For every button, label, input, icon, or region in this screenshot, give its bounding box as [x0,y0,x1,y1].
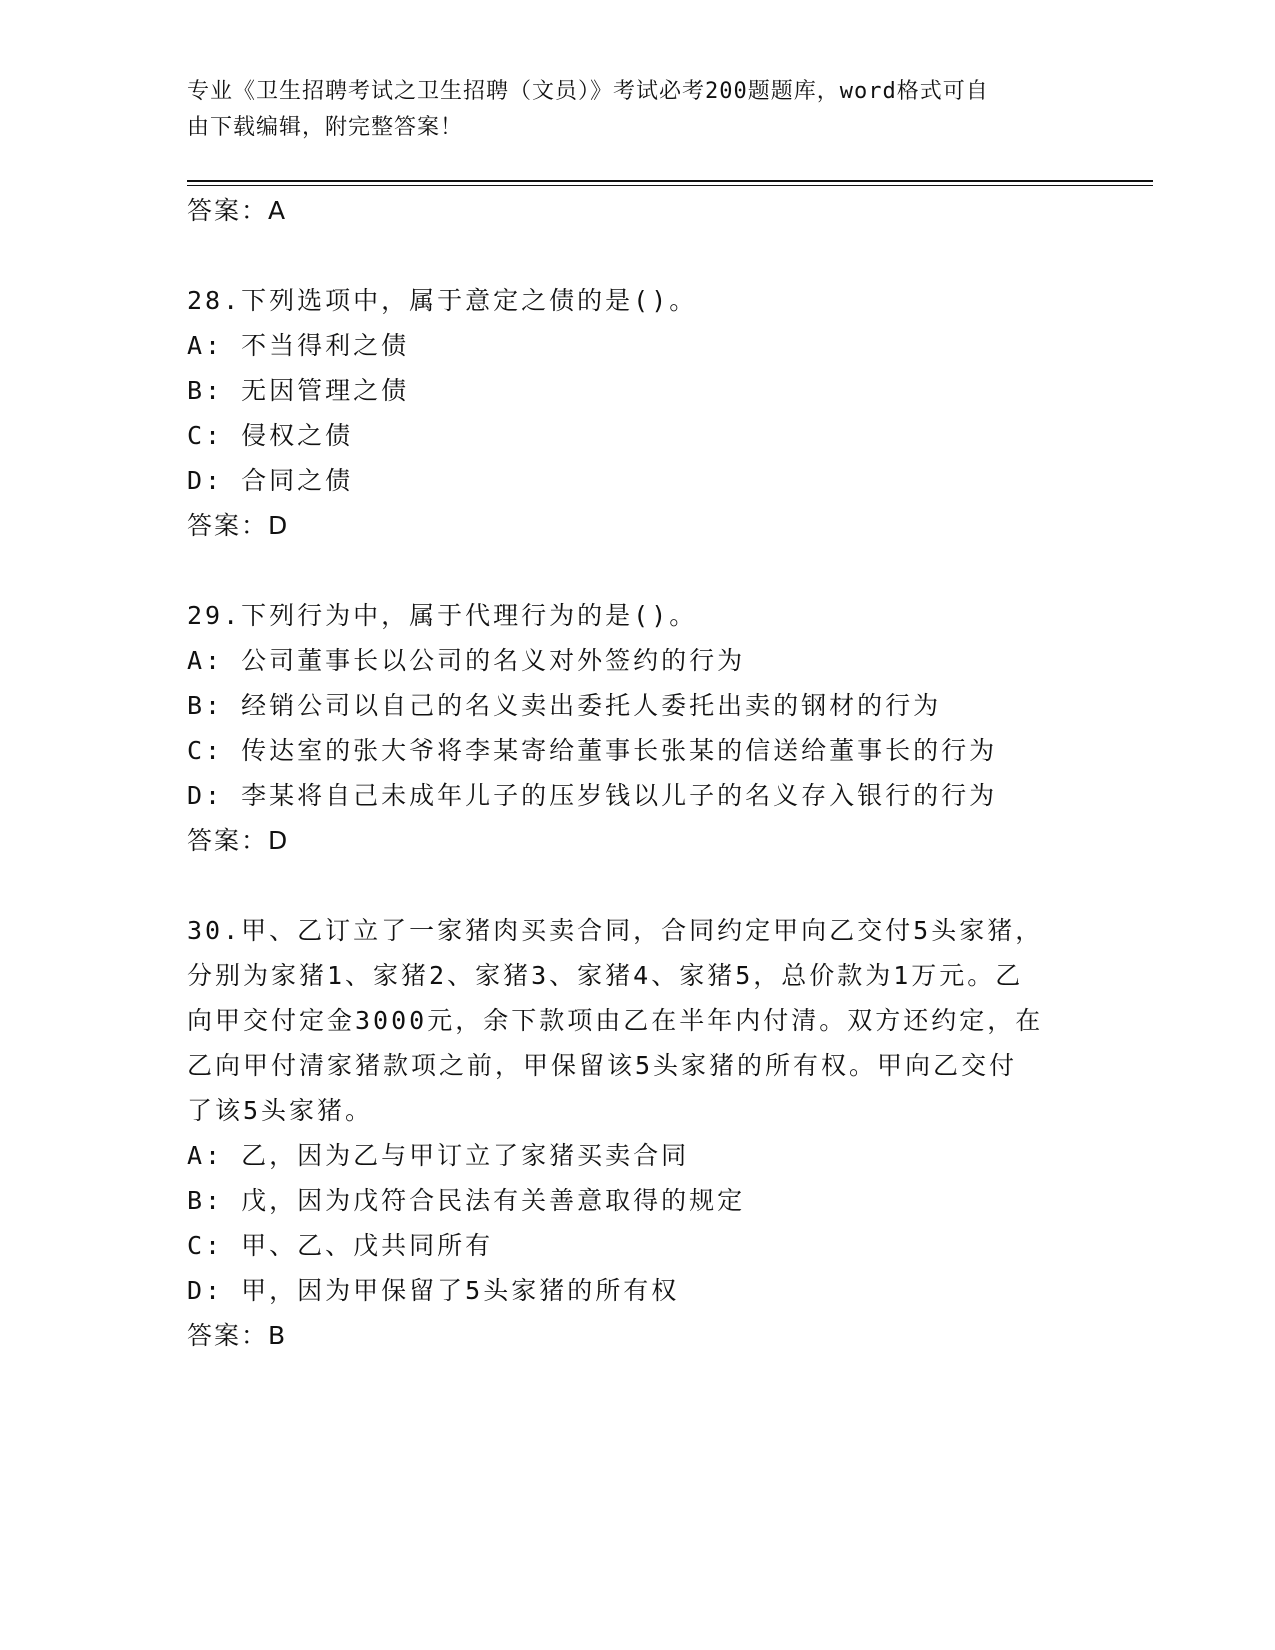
answer-line: 答案：A [187,196,288,225]
header-divider-thin [187,185,1153,186]
question-block [187,593,1087,863]
option-item: C: 侵权之债 [187,421,354,450]
answer-line: 答案：D [187,826,290,855]
header-line: 由下载编辑，附完整答案！ [187,115,464,140]
header-divider [187,180,1153,182]
question-stem-line: 分别为家猪1、家猪2、家猪3、家猪4、家猪5，总价款为1万元。乙 [187,961,1024,990]
option-item: D: 合同之债 [187,466,354,495]
question-stem-line: 了该5头家猪。 [187,1096,374,1125]
option-item: B: 无因管理之债 [187,376,410,405]
question-block [187,908,1087,1358]
question-block [187,278,1087,548]
option-item: D: 甲，因为甲保留了5头家猪的所有权 [187,1276,680,1305]
option-item: B: 戊，因为戊符合民法有关善意取得的规定 [187,1186,746,1215]
question-stem: 29.下列行为中，属于代理行为的是()。 [187,601,698,630]
option-item: C: 甲、乙、戊共同所有 [187,1231,494,1260]
option-item: A: 公司董事长以公司的名义对外签约的行为 [187,646,746,675]
spacer [187,548,1087,593]
question-stem: 28.下列选项中，属于意定之债的是()。 [187,286,698,315]
option-item: C: 传达室的张大爷将李某寄给董事长张某的信送给董事长的行为 [187,736,998,765]
answer-line: 答案：B [187,1321,288,1350]
spacer [187,233,1087,278]
document-header [187,74,1067,146]
answer-line: 答案：D [187,511,290,540]
option-item: D: 李某将自己未成年儿子的压岁钱以儿子的名义存入银行的行为 [187,781,998,810]
header-line: 专业《卫生招聘考试之卫生招聘（文员）》考试必考200题题库，word格式可自 [187,79,989,104]
question-stem-line: 乙向甲付清家猪款项之前，甲保留该5头家猪的所有权。甲向乙交付 [187,1051,1018,1080]
question-stem-line: 30.甲、乙订立了一家猪肉买卖合同，合同约定甲向乙交付5头家猪， [187,916,1044,945]
document-body [187,188,1087,1358]
option-item: A: 乙，因为乙与甲订立了家猪买卖合同 [187,1141,690,1170]
option-item: A: 不当得利之债 [187,331,410,360]
spacer [187,863,1087,908]
question-stem-line: 向甲交付定金3000元，余下款项由乙在半年内付清。双方还约定，在 [187,1006,1044,1035]
option-item: B: 经销公司以自己的名义卖出委托人委托出卖的钢材的行为 [187,691,942,720]
